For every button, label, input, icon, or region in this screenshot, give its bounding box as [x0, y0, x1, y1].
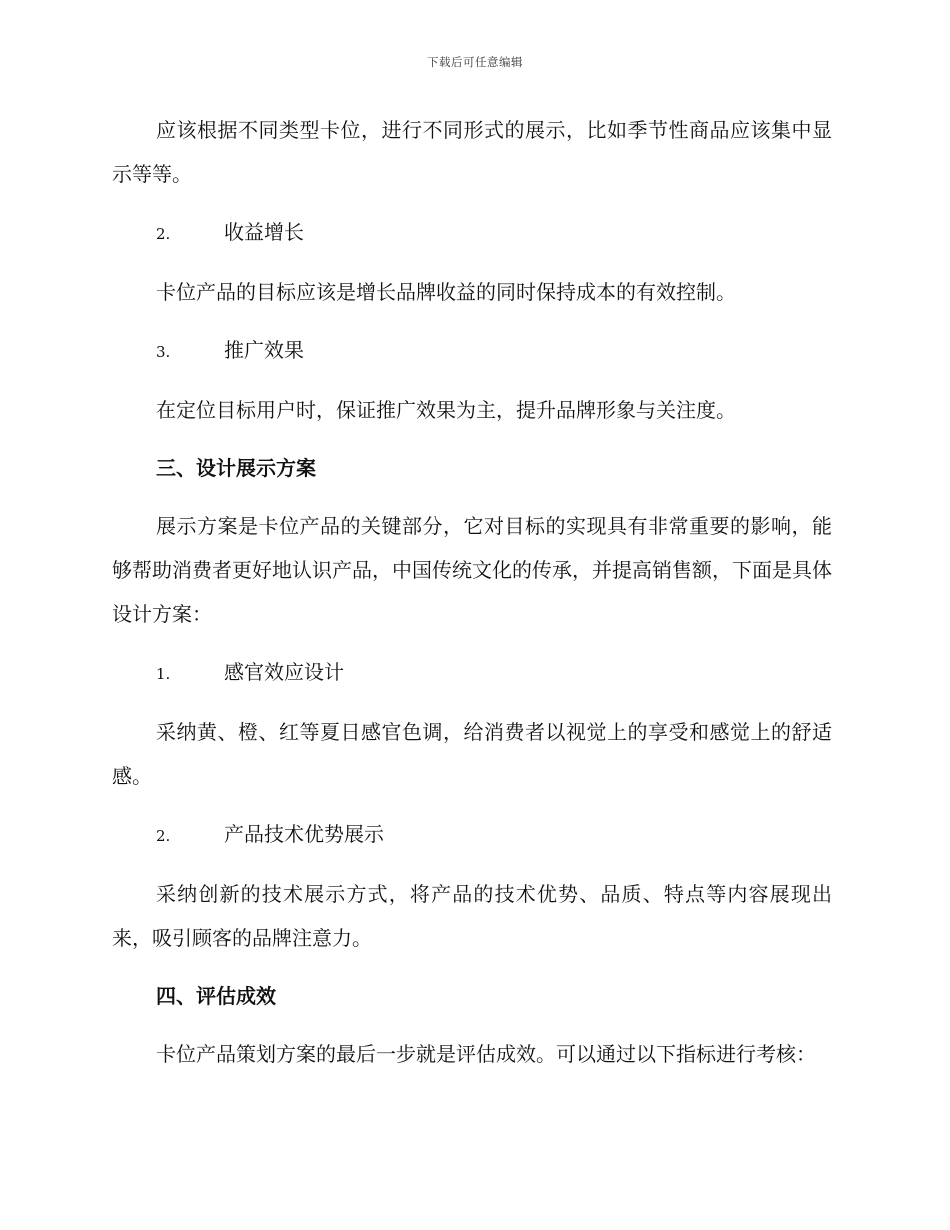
paragraph-evaluation-intro: 卡位产品策划方案的最后一步就是评估成效。可以通过以下指标进行考核： [156, 1042, 816, 1066]
paragraph-target-users: 在定位目标用户时，保证推广效果为主，提升品牌形象与关注度。 [156, 398, 736, 422]
list-item-sensory-design [112, 650, 832, 696]
paragraph-revenue-goal: 卡位产品的目标应该是增长品牌收益的同时保持成本的有效控制。 [156, 280, 736, 304]
paragraph-sensory-colors: 采纳黄、橙、红等夏日感官色调，给消费者以视觉上的享受和感觉上的舒适感。 [112, 720, 832, 788]
list-number: 2. [156, 225, 171, 243]
paragraph-tech-display: 采纳创新的技术展示方式，将产品的技术优势、品质、特点等内容展现出来，吸引顾客的品牌注意力。 [112, 882, 832, 950]
list-label: 推广效果 [224, 338, 304, 362]
list-number: 3. [156, 343, 171, 361]
document-body [112, 108, 832, 1090]
list-number: 1. [156, 665, 171, 683]
list-number: 2. [156, 827, 171, 845]
list-label: 感官效应设计 [224, 660, 344, 684]
list-label: 产品技术优势展示 [224, 822, 384, 846]
section-heading-design-plan: 三、设计展示方案 [156, 456, 316, 480]
page-header: 下载后可任意编辑 [427, 55, 523, 69]
paragraph-display-forms: 应该根据不同类型卡位，进行不同形式的展示，比如季节性商品应该集中显示等等。 [112, 118, 832, 186]
section-heading-evaluation: 四、评估成效 [156, 984, 276, 1008]
list-item-revenue-growth [112, 210, 832, 256]
list-item-tech-showcase [112, 812, 832, 858]
paragraph-design-intro: 展示方案是卡位产品的关键部分，它对目标的实现具有非常重要的影响，能够帮助消费者更好地认识产品，中国传统文化的传承，并提高销售额，下面是具体设计方案： [112, 514, 832, 626]
list-label: 收益增长 [224, 220, 304, 244]
list-item-promotion-effect [112, 328, 832, 374]
